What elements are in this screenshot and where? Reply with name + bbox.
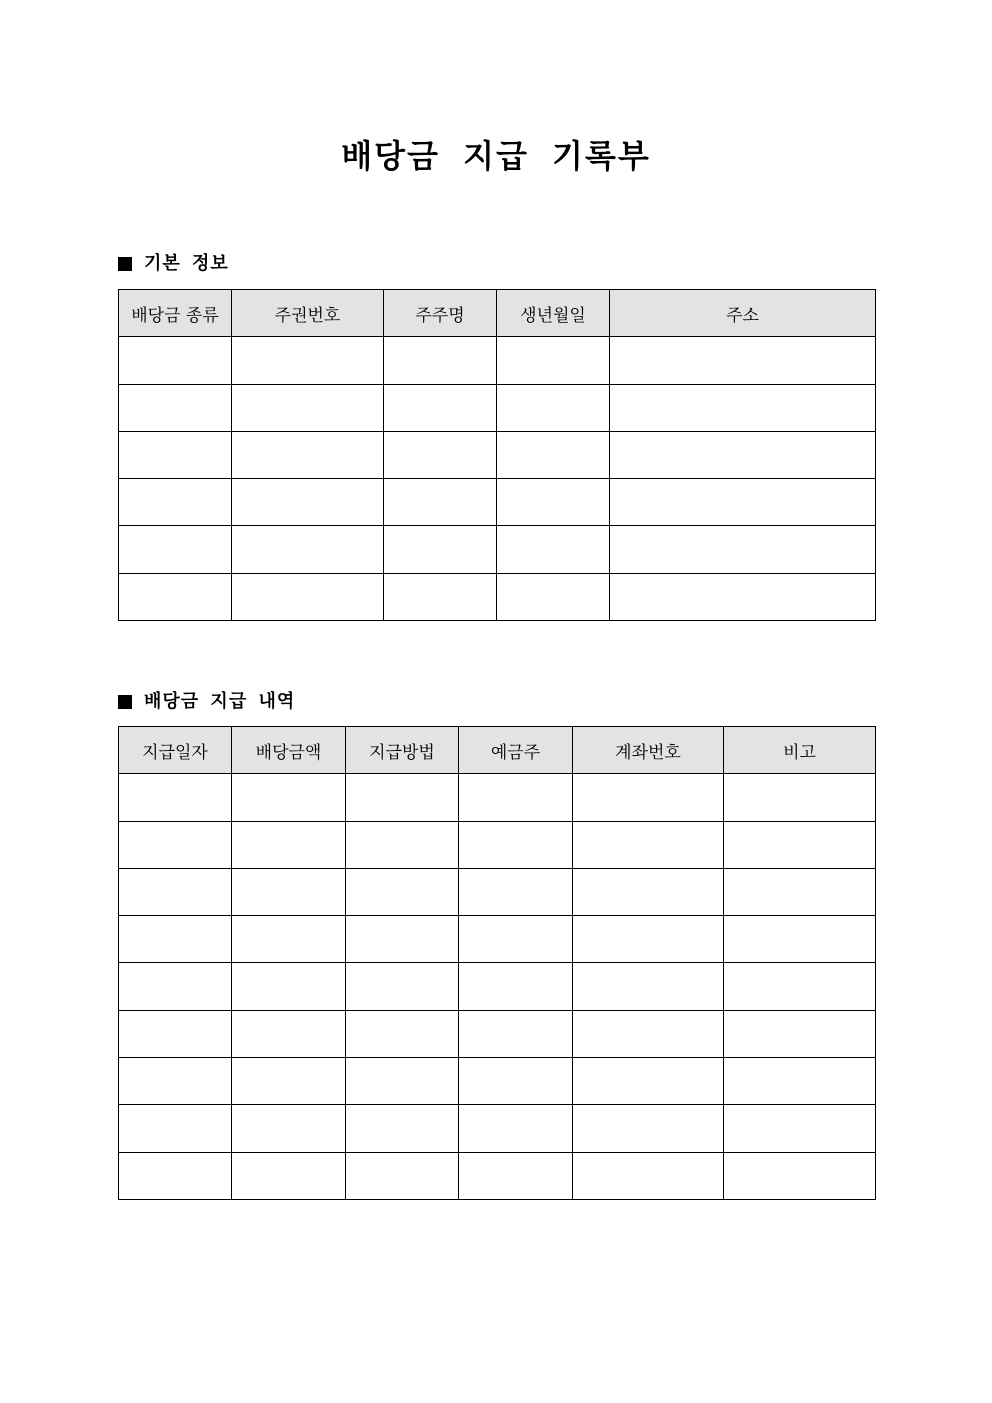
table-row bbox=[119, 337, 876, 384]
section-heading-basic-info bbox=[118, 251, 229, 277]
section-heading-label: 배당금 지급 내역 bbox=[144, 691, 296, 712]
basic-info-table bbox=[118, 289, 876, 621]
table-cell[interactable] bbox=[232, 821, 346, 868]
table-cell[interactable] bbox=[610, 384, 876, 431]
table-cell[interactable] bbox=[459, 1010, 573, 1057]
table-cell[interactable] bbox=[573, 1058, 724, 1105]
table-cell[interactable] bbox=[232, 1010, 346, 1057]
table-cell[interactable] bbox=[497, 431, 610, 478]
table-row bbox=[119, 573, 876, 620]
table-cell[interactable] bbox=[119, 821, 232, 868]
column-header: 주소 bbox=[610, 290, 876, 337]
table-cell[interactable] bbox=[346, 1152, 459, 1199]
table-cell[interactable] bbox=[497, 573, 610, 620]
table-cell[interactable] bbox=[573, 1105, 724, 1152]
table-cell[interactable] bbox=[497, 526, 610, 573]
table-cell[interactable] bbox=[459, 868, 573, 915]
table-cell[interactable] bbox=[232, 868, 346, 915]
table-cell[interactable] bbox=[232, 337, 384, 384]
table-cell[interactable] bbox=[346, 1010, 459, 1057]
column-header: 지급일자 bbox=[119, 727, 232, 774]
table-row bbox=[119, 1058, 876, 1105]
table-cell[interactable] bbox=[573, 963, 724, 1010]
table-row bbox=[119, 916, 876, 963]
section-heading-payment-history bbox=[118, 689, 295, 715]
section-heading-label: 기본 정보 bbox=[144, 253, 229, 274]
basic-info-body bbox=[119, 337, 876, 621]
table-cell[interactable] bbox=[724, 1105, 876, 1152]
table-cell[interactable] bbox=[232, 384, 384, 431]
table-cell[interactable] bbox=[232, 526, 384, 573]
table-cell[interactable] bbox=[610, 337, 876, 384]
table-cell[interactable] bbox=[573, 1010, 724, 1057]
table-cell[interactable] bbox=[119, 868, 232, 915]
table-cell[interactable] bbox=[459, 1152, 573, 1199]
table-cell[interactable] bbox=[459, 1105, 573, 1152]
table-cell[interactable] bbox=[384, 337, 497, 384]
table-cell[interactable] bbox=[384, 384, 497, 431]
column-header: 주권번호 bbox=[232, 290, 384, 337]
table-cell[interactable] bbox=[724, 868, 876, 915]
table-cell[interactable] bbox=[610, 573, 876, 620]
table-cell[interactable] bbox=[384, 431, 497, 478]
column-header: 계좌번호 bbox=[573, 727, 724, 774]
table-header-row bbox=[119, 290, 876, 337]
table-cell[interactable] bbox=[119, 337, 232, 384]
table-cell[interactable] bbox=[610, 479, 876, 526]
table-cell[interactable] bbox=[232, 916, 346, 963]
table-cell[interactable] bbox=[232, 1058, 346, 1105]
table-cell[interactable] bbox=[573, 868, 724, 915]
payment-history-body bbox=[119, 774, 876, 1200]
table-cell[interactable] bbox=[119, 479, 232, 526]
table-cell[interactable] bbox=[724, 1058, 876, 1105]
table-row bbox=[119, 868, 876, 915]
table-cell[interactable] bbox=[573, 821, 724, 868]
table-cell[interactable] bbox=[232, 431, 384, 478]
table-cell[interactable] bbox=[384, 573, 497, 620]
table-cell[interactable] bbox=[346, 963, 459, 1010]
column-header: 배당금 종류 bbox=[119, 290, 232, 337]
column-header: 생년월일 bbox=[497, 290, 610, 337]
table-cell[interactable] bbox=[384, 479, 497, 526]
column-header: 비고 bbox=[724, 727, 876, 774]
table-cell[interactable] bbox=[119, 774, 232, 821]
table-cell[interactable] bbox=[610, 431, 876, 478]
table-cell[interactable] bbox=[497, 479, 610, 526]
table-cell[interactable] bbox=[724, 774, 876, 821]
table-cell[interactable] bbox=[119, 916, 232, 963]
table-row bbox=[119, 774, 876, 821]
table-header-row bbox=[119, 727, 876, 774]
table-cell[interactable] bbox=[119, 1010, 232, 1057]
black-square-icon bbox=[118, 695, 132, 709]
table-cell[interactable] bbox=[232, 774, 346, 821]
table-cell[interactable] bbox=[119, 573, 232, 620]
table-cell[interactable] bbox=[346, 821, 459, 868]
table-row bbox=[119, 1010, 876, 1057]
table-cell[interactable] bbox=[119, 963, 232, 1010]
table-cell[interactable] bbox=[459, 774, 573, 821]
table-row bbox=[119, 821, 876, 868]
table-cell[interactable] bbox=[497, 337, 610, 384]
table-row bbox=[119, 963, 876, 1010]
table-cell[interactable] bbox=[724, 1010, 876, 1057]
black-square-icon bbox=[118, 257, 132, 271]
column-header: 배당금액 bbox=[232, 727, 346, 774]
payment-history-table bbox=[118, 726, 876, 1200]
table-cell[interactable] bbox=[346, 868, 459, 915]
table-cell[interactable] bbox=[119, 384, 232, 431]
table-cell[interactable] bbox=[459, 821, 573, 868]
table-cell[interactable] bbox=[232, 963, 346, 1010]
table-cell[interactable] bbox=[459, 916, 573, 963]
table-row bbox=[119, 1152, 876, 1199]
table-cell[interactable] bbox=[724, 963, 876, 1010]
table-cell[interactable] bbox=[232, 1105, 346, 1152]
table-row bbox=[119, 431, 876, 478]
table-cell[interactable] bbox=[346, 1105, 459, 1152]
table-cell[interactable] bbox=[119, 1105, 232, 1152]
document-title: 배당금 지급 기록부 bbox=[341, 137, 651, 175]
table-cell[interactable] bbox=[573, 1152, 724, 1199]
table-cell[interactable] bbox=[119, 1058, 232, 1105]
column-header: 주주명 bbox=[384, 290, 497, 337]
table-cell[interactable] bbox=[384, 526, 497, 573]
table-row bbox=[119, 479, 876, 526]
table-cell[interactable] bbox=[610, 526, 876, 573]
table-cell[interactable] bbox=[232, 1152, 346, 1199]
table-cell[interactable] bbox=[724, 1152, 876, 1199]
table-row bbox=[119, 384, 876, 431]
table-cell[interactable] bbox=[497, 384, 610, 431]
table-cell[interactable] bbox=[119, 431, 232, 478]
table-cell[interactable] bbox=[346, 916, 459, 963]
table-cell[interactable] bbox=[724, 916, 876, 963]
column-header: 지급방법 bbox=[346, 727, 459, 774]
table-row bbox=[119, 526, 876, 573]
table-row bbox=[119, 1105, 876, 1152]
column-header: 예금주 bbox=[459, 727, 573, 774]
table-cell[interactable] bbox=[459, 963, 573, 1010]
table-cell[interactable] bbox=[724, 821, 876, 868]
table-cell[interactable] bbox=[573, 916, 724, 963]
table-cell[interactable] bbox=[232, 573, 384, 620]
table-cell[interactable] bbox=[119, 526, 232, 573]
table-cell[interactable] bbox=[573, 774, 724, 821]
table-cell[interactable] bbox=[346, 1058, 459, 1105]
table-cell[interactable] bbox=[232, 479, 384, 526]
table-cell[interactable] bbox=[346, 774, 459, 821]
table-cell[interactable] bbox=[459, 1058, 573, 1105]
table-cell[interactable] bbox=[119, 1152, 232, 1199]
